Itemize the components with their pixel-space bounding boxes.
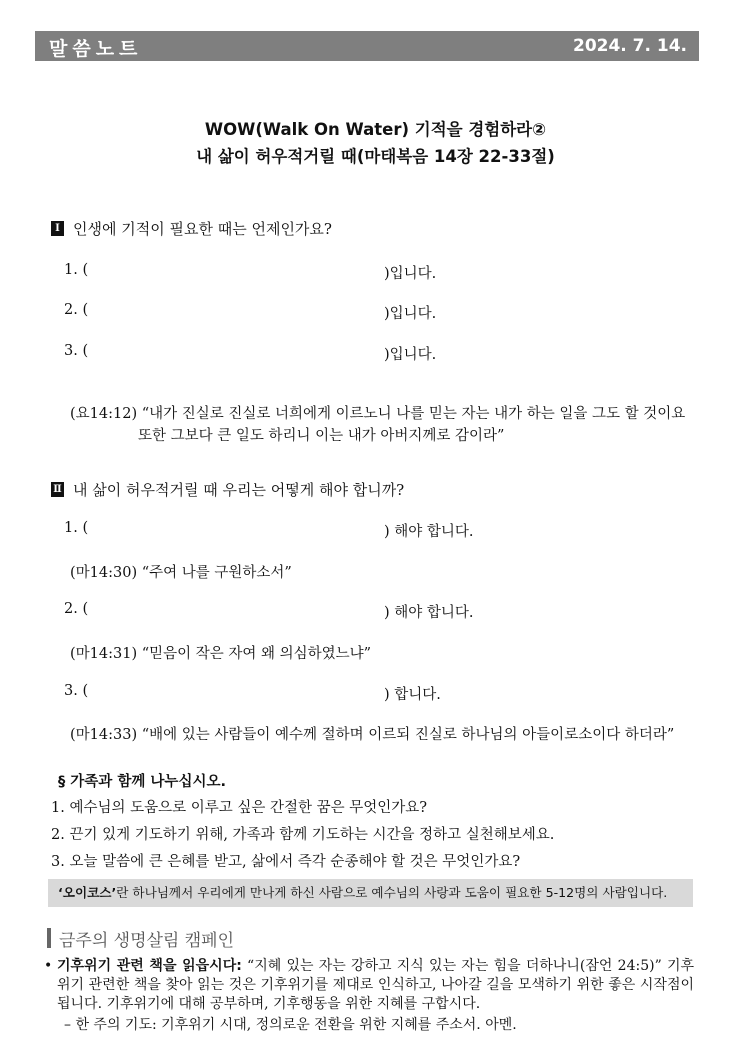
section-2-item-close: ) 해야 합니다. [384, 605, 474, 621]
section-number-badge: Ⅰ [51, 221, 64, 236]
section-2-question: 내 삶이 허우적거릴 때 우리는 어떻게 해야 합니까? [73, 481, 405, 499]
section-1-item: 2. ( [64, 302, 89, 318]
note-label: 말씀노트 [49, 38, 143, 60]
share-question: 3. 오늘 말씀에 큰 은혜를 받고, 삶에서 즉각 순종해야 할 것은 무엇인가요? [51, 854, 521, 870]
scripture-verse: (마14:31) “믿음이 작은 자여 왜 의심하였느냐” [70, 646, 372, 662]
section-1-heading [51, 218, 332, 239]
sermon-subtitle: 내 삶이 허우적거릴 때(마태복음 14장 22-33절) [196, 147, 555, 166]
oikos-text: 란 하나님께서 우리에게 만나게 하신 사람으로 예수님의 사랑과 도움이 필요한 5-12명의 사람입니다. [116, 885, 668, 900]
campaign-body [44, 957, 694, 1014]
share-question: 2. 끈기 있게 기도하기 위해, 가족과 함께 기도하는 시간을 정하고 실천해보세요. [51, 827, 555, 843]
section-1-item-close: )입니다. [384, 266, 437, 282]
oikos-definition [48, 879, 693, 907]
section-1-item: 3. ( [64, 343, 89, 359]
verse-ref: (요14:12) [70, 406, 138, 422]
scripture-verse: (마14:33) “배에 있는 사람들이 예수께 절하며 이르되 진실로 하나님의 아들이로소이다 하더라” [70, 727, 675, 743]
campaign-heading: 금주의 생명살림 캠페인 [47, 927, 234, 949]
sermon-title: WOW(Walk On Water) 기적을 경험하라② [204, 120, 547, 139]
scripture-verse-cont: 또한 그보다 큰 일도 하리니 이는 내가 아버지께로 감이라” [138, 428, 505, 444]
scripture-verse [70, 402, 685, 423]
section-2-item: 1. ( [64, 520, 89, 536]
header-bar [35, 31, 699, 61]
share-title: § 가족과 함께 나누십시오. [58, 774, 226, 790]
section-1-question: 인생에 기적이 필요한 때는 언제인가요? [73, 220, 332, 238]
campaign-description: “지혜 있는 자는 강하고 지식 있는 자는 힘을 더하나니(잠언 24:5)” 기후위기 관련한 책을 찾아 읽는 것은 기후위기를 제대로 인식하고, 나아갈 길을 모색하기 위한 좋은 시작점이 됩니다. 기후위기에 대해 공부하며, 기후행동을 위한 지혜를 구합시다. [57, 958, 694, 1012]
section-1-item: 1. ( [64, 262, 89, 278]
section-2-item: 2. ( [64, 601, 89, 617]
weekly-prayer: – 한 주의 기도: 기후위기 시대, 정의로운 전환을 위한 지혜를 주소서. 아멘. [64, 1017, 517, 1033]
section-1-item-close: )입니다. [384, 306, 437, 322]
section-2-heading [51, 479, 404, 500]
section-1-item-close: )입니다. [384, 347, 437, 363]
heading-bar [47, 928, 51, 948]
date: 2024. 7. 14. [572, 36, 687, 56]
oikos-term: ‘오이코스’ [58, 885, 117, 900]
scripture-verse: (마14:30) “주여 나를 구원하소서” [70, 565, 292, 581]
share-question: 1. 예수님의 도움으로 이루고 싶은 간절한 꿈은 무엇인가요? [51, 800, 428, 816]
campaign-text [57, 957, 694, 1014]
campaign-lead: 기후위기 관련 책을 읽읍시다: [57, 958, 242, 974]
section-number-badge: Ⅱ [51, 482, 64, 497]
verse-text: “내가 진실로 진실로 너희에게 이르노니 나를 믿는 자는 내가 하는 일을 그도 할 것이요 [141, 406, 686, 422]
section-2-item-close: ) 합니다. [384, 687, 441, 703]
section-2-item-close: ) 해야 합니다. [384, 524, 474, 540]
section-2-item: 3. ( [64, 683, 89, 699]
bullet: • [44, 958, 53, 974]
